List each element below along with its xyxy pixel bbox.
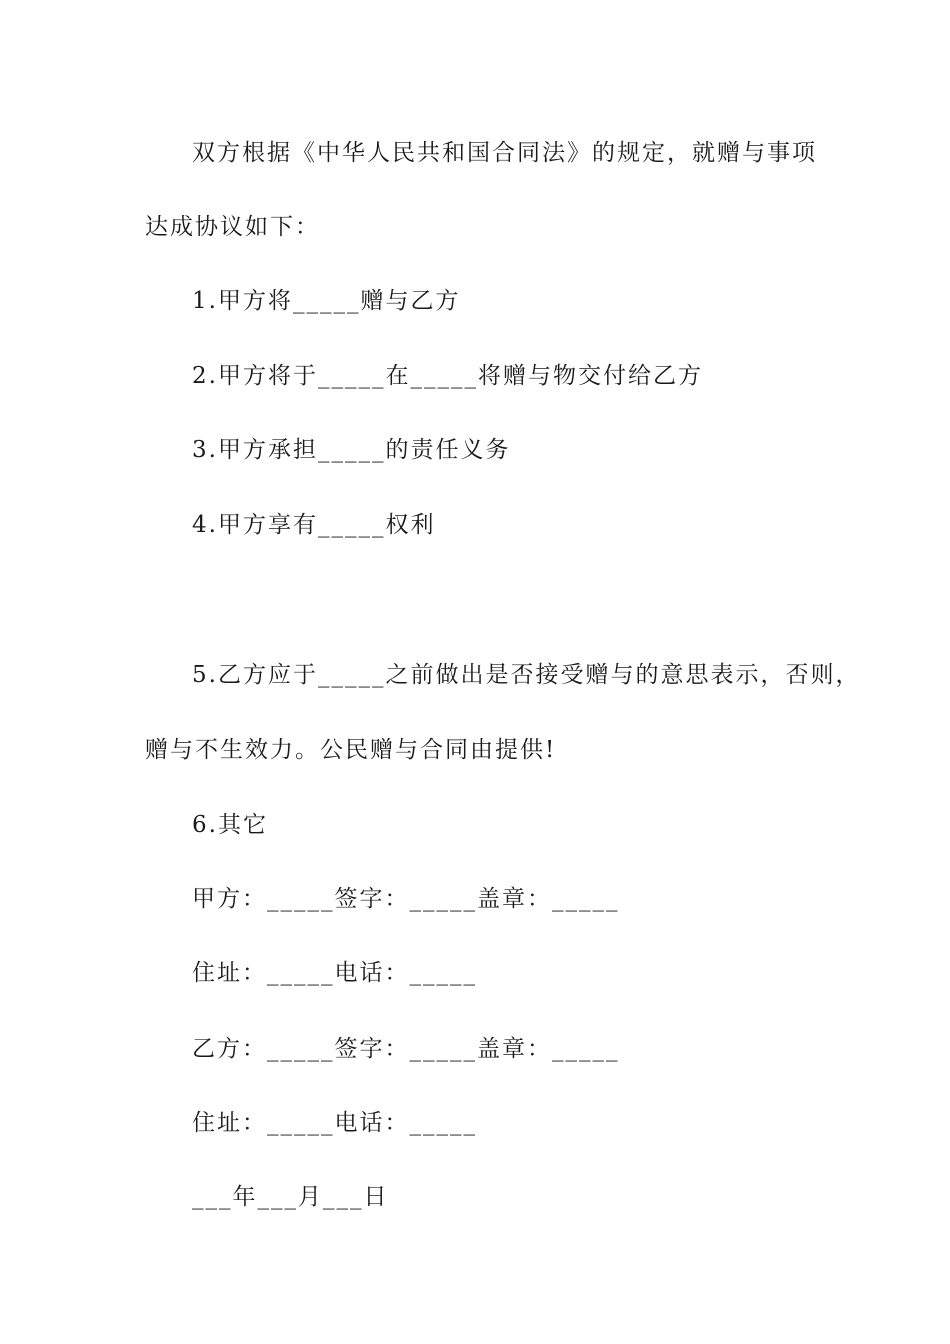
clause-6: 6.其它 [192, 812, 268, 838]
clause-5-line-1: 5.乙方应于_____之前做出是否接受赠与的意思表示，否则， [192, 662, 861, 688]
party-b-address-line: 住址：_____电话：_____ [192, 1110, 477, 1136]
intro-line-1: 双方根据《中华人民共和国合同法》的规定，就赠与事项 [192, 140, 817, 166]
clause-3: 3.甲方承担_____的责任义务 [192, 437, 511, 463]
clause-1: 1.甲方将_____赠与乙方 [192, 288, 461, 314]
party-b-signature-line: 乙方：_____签字：_____盖章：_____ [192, 1036, 620, 1062]
party-a-address-line: 住址：_____电话：_____ [192, 960, 477, 986]
intro-line-2: 达成协议如下： [145, 214, 320, 240]
clause-4: 4.甲方享有_____权利 [192, 512, 436, 538]
party-a-signature-line: 甲方：_____签字：_____盖章：_____ [192, 886, 620, 912]
clause-2: 2.甲方将于_____在_____将赠与物交付给乙方 [192, 363, 703, 389]
clause-5-line-2: 赠与不生效力。公民赠与合同由提供! [145, 737, 557, 763]
date-line: ___年___月___日 [192, 1184, 389, 1210]
